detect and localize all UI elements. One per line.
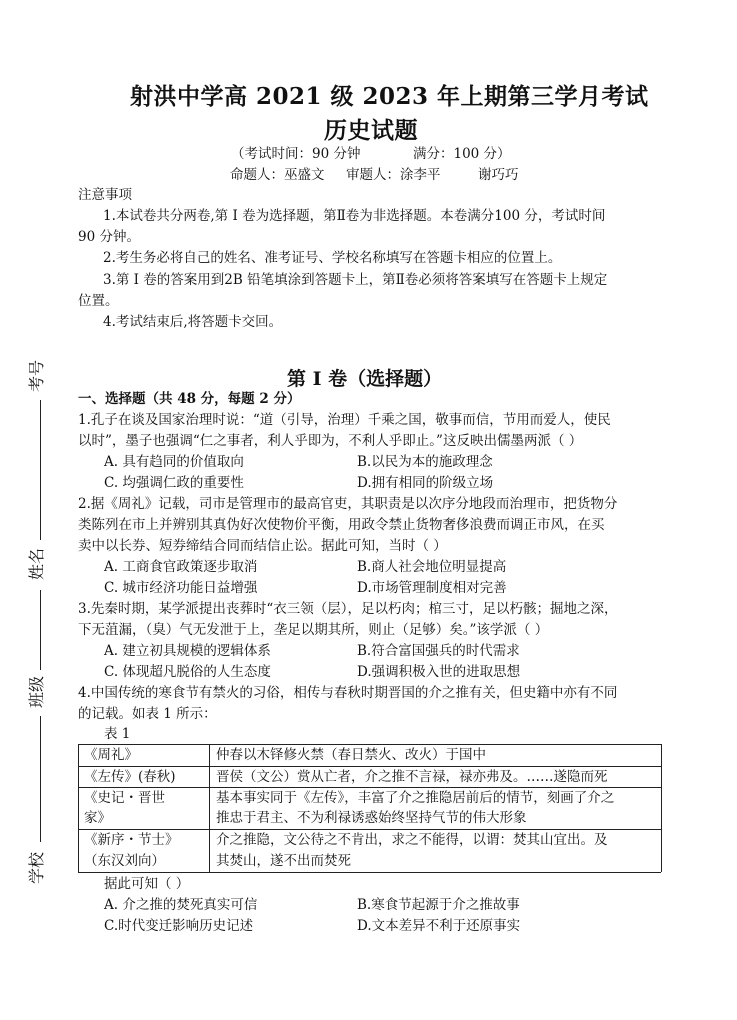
option-c: C. 体现超凡脱俗的人生态度 [104, 664, 271, 680]
table-cell-content: 介之推隐，文公待之不肯出，求之不能得，以谓：焚其山宜出。及 [216, 832, 608, 848]
exam-score: 满分：100 分） [413, 146, 511, 162]
table-border [209, 744, 210, 872]
side-label-class: 班级 [27, 675, 46, 708]
notice-item: 位置。 [78, 293, 119, 309]
table-border [661, 744, 662, 872]
table-cell-content: 基本事实同于《左传》，丰富了介之推隐居前后的情节，刻画了介之 [216, 790, 615, 806]
question-1-line: 以时”，墨子也强调“仁之事者，利人乎即为，不利人乎即止。”这反映出儒墨两派（ ） [78, 433, 583, 449]
side-label-name: 姓名 [27, 547, 46, 580]
question-3-line: 下无菹漏，（臭）气无发泄于上，垄足以期其所，则止（足够）矣。”该学派（ ） [78, 622, 549, 638]
option-a: A. 建立初具规模的逻辑体系 [104, 643, 271, 659]
table-cell-source: 《周礼》 [84, 747, 138, 763]
notice-item: 1.本试卷共分两卷,第 I 卷为选择题，第Ⅱ卷为非选择题。本卷满分100 分，考试时间 [103, 208, 606, 224]
question-2-line: 卖中以长券、短券缔结合同而结信止讼。据此可知，当时（ ） [78, 538, 447, 554]
part-heading: 一、选择题（共 48 分，每题 2 分） [78, 391, 301, 407]
section-title: 第 I 卷（选择题） [287, 368, 443, 390]
table-border [78, 787, 661, 788]
notice-item: 4.考试结束后,将答题卡交回。 [103, 314, 283, 330]
question-2-line: 类陈列在市上并辨别其真伪好次使物价平衡，用政令禁止货物奢侈浪费而调正市风，在买 [78, 517, 605, 533]
exam-time: （考试时间：90 分钟 [231, 146, 361, 162]
table-cell-content: 晋侯（文公）赏从亡者，介之推不言禄，禄亦弗及。……遂隐而死 [216, 769, 608, 785]
option-d: D.市场管理制度相对完善 [357, 580, 507, 596]
option-b: B.寒食节起源于介之推故事 [357, 897, 520, 913]
side-line [40, 590, 41, 670]
option-d: D.文本差异不利于还原事实 [357, 918, 521, 934]
table-border [78, 744, 79, 872]
option-b: B.符合富国强兵的时代需求 [357, 643, 520, 659]
table-border [78, 872, 661, 873]
option-a: A. 介之推的焚死真实可信 [104, 897, 258, 913]
table-cell-source: 家》 [84, 810, 111, 826]
exam-reviewer-2: 谢巧巧 [478, 167, 519, 183]
option-c: C.时代变迁影响历史记述 [104, 918, 254, 934]
notice-item: 2.考生务必将自己的姓名、准考证号、学校名称填写在答题卡相应的位置上。 [103, 250, 562, 266]
option-d: D.强调积极入世的进取思想 [357, 664, 521, 680]
side-line [40, 400, 41, 540]
exam-title: 射洪中学高 2021 级 2023 年上期第三学月考试 [130, 83, 649, 110]
option-b: B.商人社会地位明显提高 [357, 559, 507, 575]
table-border [78, 766, 661, 767]
exam-setter: 命题人：巫盛文 [230, 167, 325, 183]
table-cell-source: 《新序・节士》 [84, 832, 179, 848]
side-line [40, 716, 41, 842]
notice-heading: 注意事项 [78, 187, 132, 203]
question-1-line: 1.孔子在谈及国家治理时说：“道（引导，治理）千乘之国，敬事而信，节用而爱人，使民 [78, 412, 611, 428]
option-b: B.以民为本的施政理念 [357, 454, 493, 470]
option-c: C. 均强调仁政的重要性 [104, 475, 244, 491]
question-4-line: 4.中国传统的寒食节有禁火的习俗，相传与春秋时期晋国的介之推有关，但史籍中亦有不同 [78, 685, 618, 701]
table-cell-source: 《史记・晋世 [84, 790, 165, 806]
exam-subtitle: 历史试题 [324, 117, 418, 144]
option-a: A. 具有趋同的价值取向 [104, 454, 244, 470]
question-4-conclusion: 据此可知（ ） [104, 876, 190, 892]
table-caption: 表 1 [104, 726, 131, 742]
side-label-school: 学校 [27, 851, 46, 884]
table-border [78, 744, 661, 745]
table-border [78, 829, 661, 830]
question-3-line: 3.先秦时期，某学派提出丧葬时“衣三领（层），足以朽肉；棺三寸，足以朽骸；掘地之深， [78, 601, 618, 617]
notice-item: 3.第 I 卷的答案用到2B 铅笔填涂到答题卡上，第Ⅱ卷必须将答案填写在答题卡上规定 [103, 272, 608, 288]
option-a: A. 工商食官政策逐步取消 [104, 559, 258, 575]
table-cell-source: （东汉刘向） [84, 853, 165, 869]
side-label-exam-number: 考号 [27, 359, 46, 392]
table-cell-content: 仲春以木铎修火禁（春日禁火、改火）于国中 [216, 747, 486, 763]
exam-reviewer: 审题人：涂李平 [346, 167, 441, 183]
question-4-line: 的记载。如表 1 所示： [78, 706, 217, 722]
option-d: D.拥有相同的阶级立场 [357, 475, 494, 491]
table-cell-content: 推忠于君主、不为利禄诱惑始终坚持气节的伟大形象 [216, 810, 527, 826]
notice-item: 90 分钟。 [78, 229, 140, 245]
table-cell-content: 其焚山，遂不出而焚死 [216, 853, 351, 869]
question-2-line: 2.据《周礼》记载，司市是管理市的最高官吏，其职责是以次序分地段而治理市，把货物分 [78, 496, 618, 512]
table-cell-source: 《左传》(春秋) [84, 769, 176, 785]
option-c: C. 城市经济功能日益增强 [104, 580, 258, 596]
